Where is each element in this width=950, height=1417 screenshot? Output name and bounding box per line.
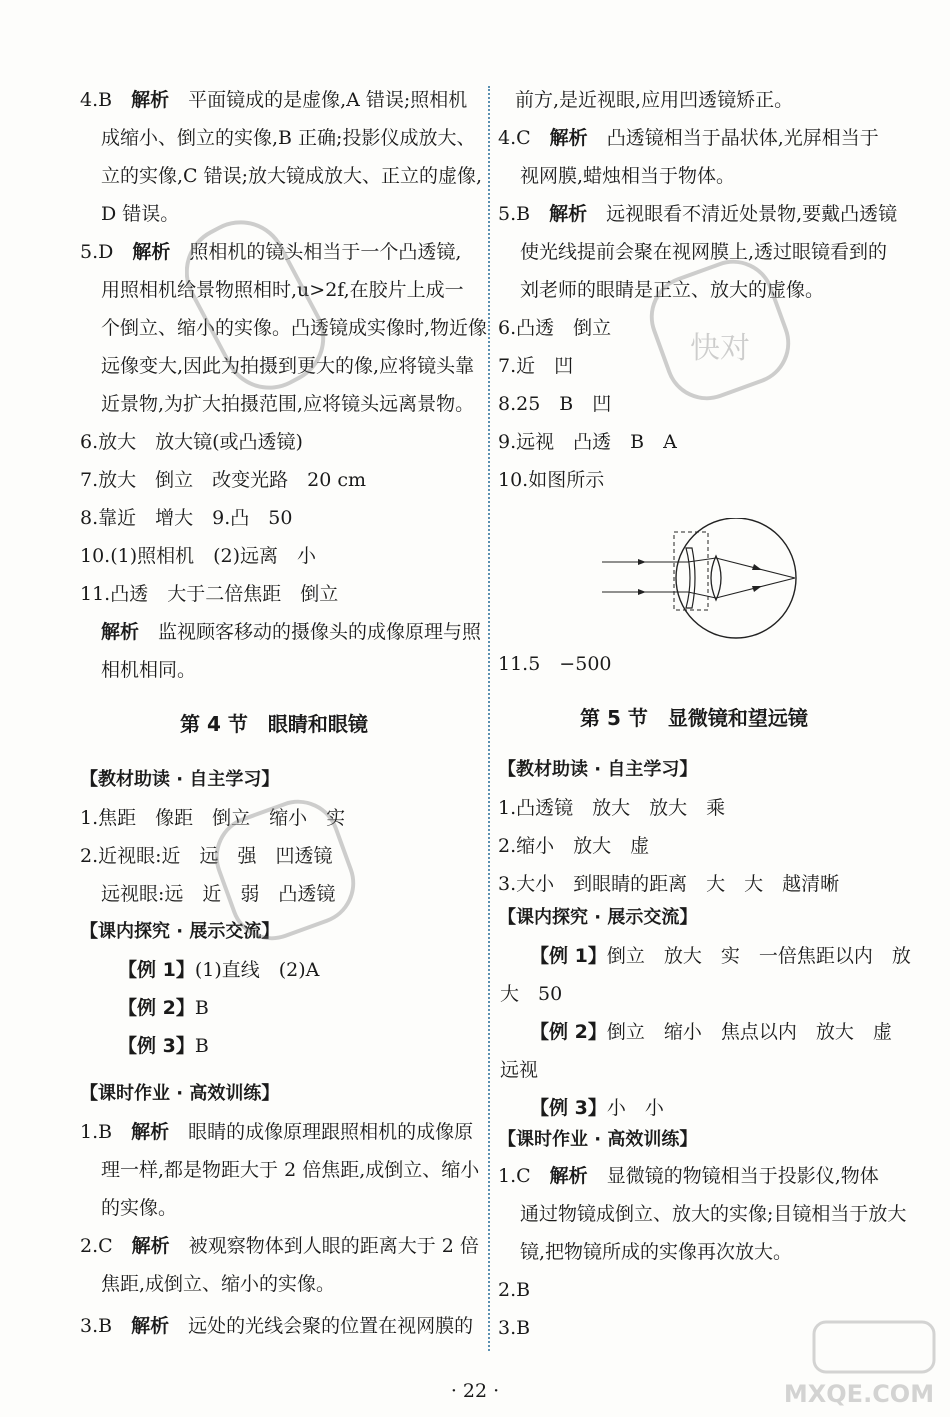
analysis-label: 解析 bbox=[131, 1235, 170, 1257]
right-answer-line: 10.如图所示 bbox=[498, 469, 605, 491]
right-answer-line: 7.近 凹 bbox=[498, 355, 574, 377]
right-answer-line: 3.大小 到眼睛的距离 大 大 越清晰 bbox=[498, 873, 840, 895]
right-answer-line: 大 50 bbox=[500, 983, 563, 1005]
left-answer-line: 11.凸透 大于二倍焦距 倒立 bbox=[80, 583, 339, 605]
right-answer-line: 【例 1】倒立 放大 实 一倍焦距以内 放 bbox=[530, 945, 911, 967]
left-answer-line: 5.D 解析 照相机的镜头相当于一个凸透镜, bbox=[80, 241, 462, 263]
svg-text:MXQE.COM: MXQE.COM bbox=[783, 1380, 935, 1408]
subsection-label: 【课内探究 · 展示交流】 bbox=[80, 921, 280, 942]
site-watermark bbox=[774, 1318, 944, 1413]
watermark-stamp-icon bbox=[640, 250, 800, 410]
section-heading-5: 第 5 节 显微镜和望远镜 bbox=[580, 706, 808, 730]
example-label: 【例 3】 bbox=[118, 1035, 195, 1057]
right-answer-line: 刘老师的眼睛是正立、放大的虚像。 bbox=[520, 279, 825, 301]
watermark-stamp-icon bbox=[205, 790, 365, 950]
left-answer-line: 6.放大 放大镜(或凸透镜) bbox=[80, 431, 303, 453]
left-answer-line: 【例 3】B bbox=[118, 1035, 209, 1057]
analysis-label: 解析 bbox=[131, 89, 170, 111]
column-divider bbox=[488, 86, 490, 1351]
right-answer-line: 前方,是近视眼,应用凹透镜矫正。 bbox=[515, 89, 794, 111]
analysis-label: 解析 bbox=[131, 1315, 170, 1337]
example-label: 【例 3】 bbox=[530, 1097, 607, 1119]
left-answer-line: 远视眼:远 近 弱 凸透镜 bbox=[101, 883, 336, 905]
left-answer-line: 焦距,成倒立、缩小的实像。 bbox=[101, 1273, 336, 1295]
subsection-label: 【教材助读 · 自主学习】 bbox=[498, 759, 698, 780]
analysis-label: 解析 bbox=[131, 1121, 170, 1143]
left-answer-line: 8.靠近 增大 9.凸 50 bbox=[80, 507, 293, 529]
right-answer-line: 远视 bbox=[500, 1059, 539, 1081]
right-answer-line: 3.B bbox=[498, 1317, 531, 1339]
left-answer-line: 7.放大 倒立 改变光路 20 cm bbox=[80, 469, 367, 491]
right-answer-line: 5.B 解析 远视眼看不清近处景物,要戴凸透镜 bbox=[498, 203, 898, 225]
right-answer-line: 2.缩小 放大 虚 bbox=[498, 835, 650, 857]
left-answer-line: 的实像。 bbox=[101, 1197, 178, 1219]
example-label: 【例 2】 bbox=[530, 1021, 607, 1043]
svg-text:快对: 快对 bbox=[690, 331, 750, 366]
eye-correction-diagram bbox=[598, 518, 798, 642]
example-label: 【例 2】 bbox=[118, 997, 195, 1019]
left-answer-line: 解析 监视顾客移动的摄像头的成像原理与照 bbox=[101, 621, 482, 643]
right-answer-line: 1.C 解析 显微镜的物镜相当于投影仪,物体 bbox=[498, 1165, 879, 1187]
left-answer-line: 远像变大,因此为拍摄到更大的像,应将镜头靠 bbox=[101, 355, 475, 377]
left-answer-line: 3.B 解析 远处的光线会聚的位置在视网膜的 bbox=[80, 1315, 474, 1337]
subsection-label: 【教材助读 · 自主学习】 bbox=[80, 769, 280, 790]
example-label: 【例 1】 bbox=[118, 959, 195, 981]
analysis-label: 解析 bbox=[132, 241, 171, 263]
watermark-stamp-icon bbox=[185, 210, 335, 400]
right-answer-line: 2.B bbox=[498, 1279, 531, 1301]
left-answer-line: 【例 2】B bbox=[118, 997, 209, 1019]
right-answer-line: 镜,把物镜所成的实像再次放大。 bbox=[520, 1241, 793, 1263]
example-label: 【例 1】 bbox=[530, 945, 607, 967]
left-answer-line: 2.C 解析 被观察物体到人眼的距离大于 2 倍 bbox=[80, 1235, 479, 1257]
right-answer-line: 【例 2】倒立 缩小 焦点以内 放大 虚 bbox=[530, 1021, 892, 1043]
right-answer-line: 使光线提前会聚在视网膜上,透过眼镜看到的 bbox=[520, 241, 888, 263]
subsection-label: 【课时作业 · 高效训练】 bbox=[80, 1083, 280, 1104]
analysis-label: 解析 bbox=[549, 1165, 588, 1187]
left-answer-line: 4.B 解析 平面镜成的是虚像,A 错误;照相机 bbox=[80, 89, 468, 111]
subsection-label: 【课内探究 · 展示交流】 bbox=[498, 907, 698, 928]
right-answer-line: 4.C 解析 凸透镜相当于晶状体,光屏相当于 bbox=[498, 127, 879, 149]
left-answer-line: D 错误。 bbox=[101, 203, 180, 225]
right-answer-line: 8.25 B 凹 bbox=[498, 393, 612, 415]
analysis-label: 解析 bbox=[549, 127, 588, 149]
page-number: · 22 · bbox=[450, 1380, 500, 1402]
left-answer-line: 2.近视眼:近 远 强 凹透镜 bbox=[80, 845, 333, 867]
left-answer-line: 10.(1)照相机 (2)远离 小 bbox=[80, 545, 317, 567]
left-answer-line: 成缩小、倒立的实像,B 正确;投影仪成放大、 bbox=[101, 127, 476, 149]
left-answer-line: 【例 1】(1)直线 (2)A bbox=[118, 959, 320, 981]
left-answer-line: 个倒立、缩小的实像。凸透镜成实像时,物近像 bbox=[101, 317, 488, 339]
right-answer-line: 1.凸透镜 放大 放大 乘 bbox=[498, 797, 726, 819]
left-answer-line: 近景物,为扩大拍摄范围,应将镜头远离景物。 bbox=[101, 393, 475, 415]
left-answer-line: 1.焦距 像距 倒立 缩小 实 bbox=[80, 807, 346, 829]
analysis-label: 解析 bbox=[549, 203, 588, 225]
left-answer-line: 理一样,都是物距大于 2 倍焦距,成倒立、缩小 bbox=[101, 1159, 480, 1181]
section-heading-4: 第 4 节 眼睛和眼镜 bbox=[180, 712, 368, 736]
left-answer-line: 用照相机给景物照相时,u>2f,在胶片上成一 bbox=[101, 279, 464, 301]
right-answer-line: 9.远视 凸透 B A bbox=[498, 431, 677, 453]
left-answer-line: 相机相同。 bbox=[101, 659, 197, 681]
right-answer-line: 6.凸透 倒立 bbox=[498, 317, 612, 339]
analysis-label: 解析 bbox=[101, 621, 140, 643]
subsection-label: 【课时作业 · 高效训练】 bbox=[498, 1129, 698, 1150]
left-answer-line: 1.B 解析 眼睛的成像原理跟照相机的成像原 bbox=[80, 1121, 474, 1143]
right-answer-line: 【例 3】小 小 bbox=[530, 1097, 664, 1119]
right-answer-line: 通过物镜成倒立、放大的实像;目镜相当于放大 bbox=[520, 1203, 907, 1225]
left-answer-line: 立的实像,C 错误;放大镜成放大、正立的虚像, bbox=[101, 165, 483, 187]
right-answer-line: 11.5 −500 bbox=[498, 653, 612, 675]
right-answer-line: 视网膜,蜡烛相当于物体。 bbox=[520, 165, 736, 187]
